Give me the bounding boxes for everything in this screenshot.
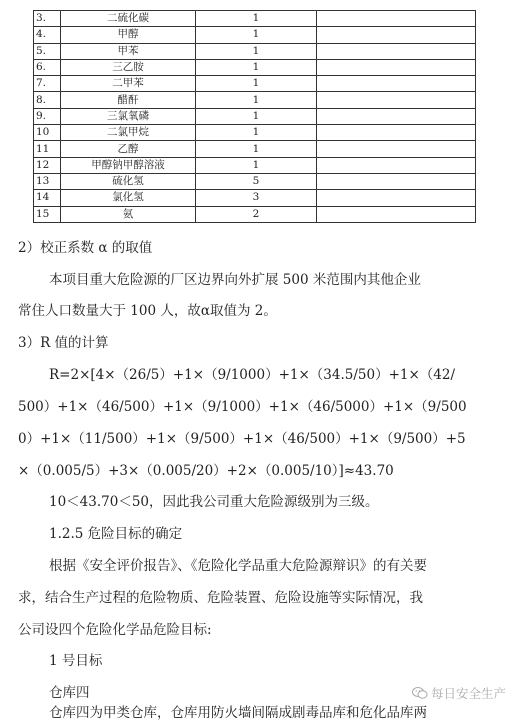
empty-cell (317, 76, 476, 92)
empty-cell (317, 157, 476, 173)
quantity-value: 3 (196, 190, 317, 206)
formula-line: R=2×[4×（26/5）+1×（9/1000）+1×（34.5/50）+1×（42/ (49, 367, 456, 383)
row-number: 14 (34, 190, 61, 206)
table-row (34, 59, 476, 75)
empty-cell (317, 206, 476, 222)
conclusion-line: 10＜43.70＜50，因此我公司重大危险源级别为三级。 (49, 494, 379, 510)
table-row (34, 125, 476, 141)
quantity-value: 5 (196, 173, 317, 189)
table-row (34, 43, 476, 59)
chemical-name: 醋酐 (61, 92, 196, 108)
formula-line: 0）+1×（11/500）+1×（9/500）+1×（46/500）+1×（9/500）+5 (18, 431, 466, 447)
quantity-value: 1 (196, 76, 317, 92)
watermark-label: 每日安全生产 (431, 686, 507, 701)
empty-cell (317, 11, 476, 27)
row-number: 8. (34, 92, 61, 108)
warehouse-label: 仓库四 (49, 685, 90, 701)
table-row (34, 108, 476, 124)
chemical-name: 甲苯 (61, 43, 196, 59)
table-row (34, 141, 476, 157)
empty-cell (317, 173, 476, 189)
row-number: 10 (34, 125, 61, 141)
section-alpha-heading: 2）校正系数 α 的取值 (18, 240, 153, 256)
formula-line: 500）+1×（46/500）+1×（9/1000）+1×（46/5000）+1×（9/500 (18, 399, 467, 415)
section-r-heading: 3）R 值的计算 (18, 335, 109, 351)
formula-line: ×（0.005/5）+3×（0.005/20）+2×（0.005/10）]≈43.70 (18, 463, 394, 479)
empty-cell (317, 125, 476, 141)
chemical-name: 硫化氢 (61, 173, 196, 189)
quantity-value: 1 (196, 27, 317, 43)
quantity-value: 1 (196, 141, 317, 157)
chemical-name: 乙醇 (61, 141, 196, 157)
empty-cell (317, 190, 476, 206)
table-row (34, 206, 476, 222)
row-number: 6. (34, 59, 61, 75)
row-number: 5. (34, 43, 61, 59)
table-row (34, 190, 476, 206)
row-number: 7. (34, 76, 61, 92)
chemical-name: 氯化氢 (61, 190, 196, 206)
chemical-name: 二甲苯 (61, 76, 196, 92)
paragraph-line: 本项目重大危险源的厂区边界向外扩展 500 米范围内其他企业 (49, 272, 421, 288)
table-row (34, 27, 476, 43)
row-number: 11 (34, 141, 61, 157)
table-row (34, 11, 476, 27)
chemical-name: 二氯甲烷 (61, 125, 196, 141)
row-number: 15 (34, 206, 61, 222)
quantity-value: 1 (196, 108, 317, 124)
wechat-icon (412, 686, 428, 703)
quantity-value: 1 (196, 43, 317, 59)
subsection-heading: 1.2.5 危险目标的确定 (49, 526, 183, 542)
empty-cell (317, 141, 476, 157)
paragraph-line: 仓库四为甲类仓库，仓库用防火墙间隔成剧毒品库和危化品库两 (49, 705, 427, 721)
chemical-name: 甲醇钠甲醇溶液 (61, 157, 196, 173)
watermark (412, 684, 506, 703)
paragraph-line: 求，结合生产过程的危险物质、危险装置、危险设施等实际情况，我 (18, 590, 423, 606)
target-heading: 1 号目标 (49, 653, 103, 669)
paragraph-line: 常住人口数量大于 100 人，故α取值为 2。 (18, 303, 277, 319)
table-row (34, 92, 476, 108)
empty-cell (317, 43, 476, 59)
row-number: 3. (34, 11, 61, 27)
chemical-table (33, 10, 476, 223)
row-number: 4. (34, 27, 61, 43)
row-number: 12 (34, 157, 61, 173)
chemical-name: 二硫化碳 (61, 11, 196, 27)
quantity-value: 2 (196, 206, 317, 222)
empty-cell (317, 92, 476, 108)
quantity-value: 1 (196, 125, 317, 141)
chemical-name: 三乙胺 (61, 59, 196, 75)
paragraph-line: 根据《安全评价报告》、《危险化学品重大危险源辩识》的有关要 (49, 558, 427, 574)
chemical-name: 甲醇 (61, 27, 196, 43)
table-row (34, 76, 476, 92)
paragraph-line: 公司设四个危险化学品危险目标: (18, 622, 212, 638)
chemical-name: 氨 (61, 206, 196, 222)
row-number: 9. (34, 108, 61, 124)
table-row (34, 173, 476, 189)
quantity-value: 1 (196, 157, 317, 173)
row-number: 13 (34, 173, 61, 189)
quantity-value: 1 (196, 11, 317, 27)
empty-cell (317, 59, 476, 75)
table-row (34, 157, 476, 173)
quantity-value: 1 (196, 92, 317, 108)
empty-cell (317, 27, 476, 43)
quantity-value: 1 (196, 59, 317, 75)
chemical-name: 三氯氧磷 (61, 108, 196, 124)
empty-cell (317, 108, 476, 124)
